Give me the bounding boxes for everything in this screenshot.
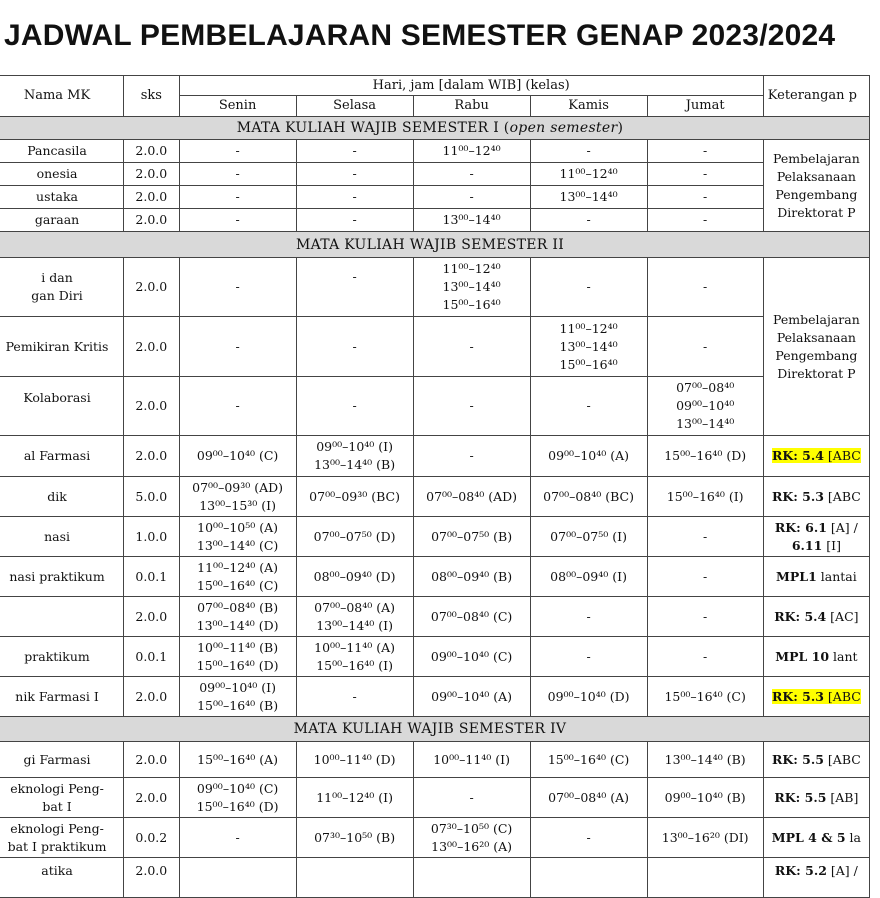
cell-senin xyxy=(179,858,296,898)
cell-rabu: 07³⁰–10⁵⁰ (C) 13⁰⁰–16²⁰ (A) xyxy=(413,818,530,858)
cell-selasa: 07³⁰–10⁵⁰ (B) xyxy=(296,818,413,858)
table-row xyxy=(0,209,870,232)
cell-senin: 09⁰⁰–10⁴⁰ (I) 15⁰⁰–16⁴⁰ (B) xyxy=(179,677,296,717)
course-name: Pancasila xyxy=(0,140,124,163)
table-row xyxy=(0,778,870,818)
cell-kamis: 09⁰⁰–10⁴⁰ (A) xyxy=(530,436,647,477)
header-hari: Hari, jam [dalam WIB] (kelas) xyxy=(179,76,763,96)
cell-rabu: 07⁰⁰–08⁴⁰ (C) xyxy=(413,597,530,637)
table-row xyxy=(0,258,870,317)
cell-senin: 10⁰⁰–11⁴⁰ (B) 15⁰⁰–16⁴⁰ (D) xyxy=(179,637,296,677)
course-sks: 2.0.0 xyxy=(124,858,180,898)
cell-rabu xyxy=(413,858,530,898)
cell-rabu: - xyxy=(413,436,530,477)
cell-jumat: - xyxy=(647,637,763,677)
course-name: nasi xyxy=(0,517,124,557)
cell-kamis: 13⁰⁰–14⁴⁰ xyxy=(530,186,647,209)
course-sks: 2.0.0 xyxy=(124,209,180,232)
cell-kamis: - xyxy=(530,818,647,858)
table-row xyxy=(0,637,870,677)
cell-senin: - xyxy=(179,186,296,209)
course-sks: 2.0.0 xyxy=(124,140,180,163)
keterangan-room: RK: 5.5 [ABC xyxy=(763,742,869,778)
cell-rabu: 10⁰⁰–11⁴⁰ (I) xyxy=(413,742,530,778)
cell-selasa: - xyxy=(296,186,413,209)
cell-senin: - xyxy=(179,163,296,186)
cell-selasa: - xyxy=(296,140,413,163)
cell-kamis: - xyxy=(530,258,647,317)
cell-rabu: 11⁰⁰–12⁴⁰ xyxy=(413,140,530,163)
course-name: gi Farmasi xyxy=(0,742,124,778)
cell-senin: 09⁰⁰–10⁴⁰ (C) 15⁰⁰–16⁴⁰ (D) xyxy=(179,778,296,818)
cell-selasa: - xyxy=(296,163,413,186)
course-sks: 2.0.0 xyxy=(124,778,180,818)
cell-rabu: - xyxy=(413,778,530,818)
header-sks: sks xyxy=(124,76,180,117)
cell-jumat: - xyxy=(647,597,763,637)
page-title: JADWAL PEMBELAJARAN SEMESTER GENAP 2023/2024 xyxy=(4,19,836,52)
cell-jumat: 15⁰⁰–16⁴⁰ (C) xyxy=(647,677,763,717)
course-name: Kolaborasi xyxy=(0,377,124,436)
cell-kamis: - xyxy=(530,597,647,637)
cell-senin: - xyxy=(179,818,296,858)
cell-selasa: - xyxy=(296,258,413,317)
course-name: i dan gan Diri xyxy=(0,258,124,317)
header-keterangan: Keterangan p xyxy=(763,76,869,117)
cell-kamis: 09⁰⁰–10⁴⁰ (D) xyxy=(530,677,647,717)
cell-selasa: - xyxy=(296,317,413,377)
cell-kamis: 11⁰⁰–12⁴⁰ 13⁰⁰–14⁴⁰ 15⁰⁰–16⁴⁰ xyxy=(530,317,647,377)
cell-selasa xyxy=(296,858,413,898)
table-row xyxy=(0,597,870,637)
cell-selasa: 07⁰⁰–08⁴⁰ (A) 13⁰⁰–14⁴⁰ (I) xyxy=(296,597,413,637)
cell-senin: 09⁰⁰–10⁴⁰ (C) xyxy=(179,436,296,477)
cell-jumat: - xyxy=(647,258,763,317)
table-row xyxy=(0,163,870,186)
cell-rabu: - xyxy=(413,377,530,436)
course-name: garaan xyxy=(0,209,124,232)
section-semester-4: MATA KULIAH WAJIB SEMESTER IV xyxy=(0,717,870,742)
cell-jumat: 15⁰⁰–16⁴⁰ (D) xyxy=(647,436,763,477)
course-name: nasi praktikum xyxy=(0,557,124,597)
cell-jumat: - xyxy=(647,317,763,377)
cell-rabu: 07⁰⁰–08⁴⁰ (AD) xyxy=(413,477,530,517)
cell-jumat xyxy=(647,858,763,898)
cell-senin: 07⁰⁰–08⁴⁰ (B) 13⁰⁰–14⁴⁰ (D) xyxy=(179,597,296,637)
table-row xyxy=(0,140,870,163)
course-name: atika xyxy=(0,858,124,898)
keterangan-room: RK: 5.4 [ABC xyxy=(763,436,869,477)
keterangan-room: RK: 5.3 [ABC xyxy=(763,477,869,517)
cell-kamis xyxy=(530,858,647,898)
cell-selasa: 08⁰⁰–09⁴⁰ (D) xyxy=(296,557,413,597)
header-kamis: Kamis xyxy=(530,96,647,117)
cell-selasa: 10⁰⁰–11⁴⁰ (D) xyxy=(296,742,413,778)
cell-kamis: 08⁰⁰–09⁴⁰ (I) xyxy=(530,557,647,597)
cell-kamis: 07⁰⁰–08⁴⁰ (A) xyxy=(530,778,647,818)
cell-kamis: 07⁰⁰–07⁵⁰ (I) xyxy=(530,517,647,557)
course-sks: 0.0.1 xyxy=(124,557,180,597)
cell-rabu: - xyxy=(413,186,530,209)
cell-jumat: 09⁰⁰–10⁴⁰ (B) xyxy=(647,778,763,818)
table-row xyxy=(0,517,870,557)
course-name: ustaka xyxy=(0,186,124,209)
cell-selasa: 07⁰⁰–09³⁰ (BC) xyxy=(296,477,413,517)
cell-selasa: 09⁰⁰–10⁴⁰ (I) 13⁰⁰–14⁴⁰ (B) xyxy=(296,436,413,477)
cell-kamis: 15⁰⁰–16⁴⁰ (C) xyxy=(530,742,647,778)
cell-kamis: - xyxy=(530,377,647,436)
keterangan-room: MPL1 lantai xyxy=(763,557,869,597)
cell-rabu: - xyxy=(413,163,530,186)
course-name: dik xyxy=(0,477,124,517)
cell-jumat: - xyxy=(647,163,763,186)
header-jumat: Jumat xyxy=(647,96,763,117)
course-sks: 2.0.0 xyxy=(124,317,180,377)
cell-senin: - xyxy=(179,209,296,232)
keterangan-room: RK: 5.4 [AC] xyxy=(763,597,869,637)
cell-rabu: 13⁰⁰–14⁴⁰ xyxy=(413,209,530,232)
course-sks: 5.0.0 xyxy=(124,477,180,517)
course-name: nik Farmasi I xyxy=(0,677,124,717)
course-sks: 2.0.0 xyxy=(124,186,180,209)
schedule-table xyxy=(0,75,870,898)
cell-rabu: 07⁰⁰–07⁵⁰ (B) xyxy=(413,517,530,557)
keterangan-room: RK: 5.3 [ABC xyxy=(763,677,869,717)
table-row xyxy=(0,436,870,477)
table-row xyxy=(0,858,870,898)
course-sks: 1.0.0 xyxy=(124,517,180,557)
cell-rabu: 09⁰⁰–10⁴⁰ (A) xyxy=(413,677,530,717)
table-row xyxy=(0,186,870,209)
course-sks: 2.0.0 xyxy=(124,377,180,436)
course-sks: 2.0.0 xyxy=(124,677,180,717)
course-sks: 2.0.0 xyxy=(124,597,180,637)
section-semester-1: MATA KULIAH WAJIB SEMESTER I (open semester) xyxy=(0,117,870,140)
keterangan-room: RK: 5.5 [AB] xyxy=(763,778,869,818)
cell-selasa: - xyxy=(296,377,413,436)
cell-senin: - xyxy=(179,140,296,163)
course-name xyxy=(0,597,124,637)
course-name: eknologi Peng- bat I praktikum xyxy=(0,818,124,858)
table-row xyxy=(0,317,870,377)
cell-rabu: 09⁰⁰–10⁴⁰ (C) xyxy=(413,637,530,677)
table-row xyxy=(0,742,870,778)
cell-jumat: - xyxy=(647,186,763,209)
course-name: Pemikiran Kritis xyxy=(0,317,124,377)
course-sks: 2.0.0 xyxy=(124,436,180,477)
cell-selasa: 10⁰⁰–11⁴⁰ (A) 15⁰⁰–16⁴⁰ (I) xyxy=(296,637,413,677)
table-row xyxy=(0,477,870,517)
course-sks: 0.0.2 xyxy=(124,818,180,858)
cell-selasa: - xyxy=(296,677,413,717)
header-rabu: Rabu xyxy=(413,96,530,117)
cell-jumat: - xyxy=(647,517,763,557)
cell-selasa: 11⁰⁰–12⁴⁰ (I) xyxy=(296,778,413,818)
course-name: al Farmasi xyxy=(0,436,124,477)
keterangan-room: RK: 6.1 [A] / 6.11 [I] xyxy=(763,517,869,557)
cell-senin: - xyxy=(179,258,296,317)
cell-kamis: - xyxy=(530,140,647,163)
cell-selasa: 07⁰⁰–07⁵⁰ (D) xyxy=(296,517,413,557)
cell-rabu: - xyxy=(413,317,530,377)
cell-kamis: 07⁰⁰–08⁴⁰ (BC) xyxy=(530,477,647,517)
cell-senin: 11⁰⁰–12⁴⁰ (A) 15⁰⁰–16⁴⁰ (C) xyxy=(179,557,296,597)
keterangan-room: RK: 5.2 [A] / xyxy=(763,858,869,898)
cell-jumat: 13⁰⁰–16²⁰ (DI) xyxy=(647,818,763,858)
cell-kamis: - xyxy=(530,637,647,677)
cell-rabu: 08⁰⁰–09⁴⁰ (B) xyxy=(413,557,530,597)
keterangan-room: MPL 10 lant xyxy=(763,637,869,677)
header-senin: Senin xyxy=(179,96,296,117)
course-name: onesia xyxy=(0,163,124,186)
cell-jumat: - xyxy=(647,557,763,597)
cell-kamis: 11⁰⁰–12⁴⁰ xyxy=(530,163,647,186)
cell-senin: 10⁰⁰–10⁵⁰ (A) 13⁰⁰–14⁴⁰ (C) xyxy=(179,517,296,557)
table-row xyxy=(0,557,870,597)
table-row xyxy=(0,677,870,717)
keterangan-note: Pembelajaran Pelaksanaan Pengembang Direktorat P xyxy=(763,140,869,232)
cell-jumat: - xyxy=(647,209,763,232)
cell-senin: - xyxy=(179,377,296,436)
course-name: praktikum xyxy=(0,637,124,677)
cell-jumat: 07⁰⁰–08⁴⁰ 09⁰⁰–10⁴⁰ 13⁰⁰–14⁴⁰ xyxy=(647,377,763,436)
keterangan-note: Pembelajaran Pelaksanaan Pengembang Direktorat P xyxy=(763,258,869,436)
course-sks: 2.0.0 xyxy=(124,163,180,186)
table-row xyxy=(0,377,870,436)
cell-jumat: - xyxy=(647,140,763,163)
cell-kamis: - xyxy=(530,209,647,232)
course-sks: 0.0.1 xyxy=(124,637,180,677)
keterangan-room: MPL 4 & 5 la xyxy=(763,818,869,858)
section-semester-2: MATA KULIAH WAJIB SEMESTER II xyxy=(0,232,870,258)
table-row xyxy=(0,818,870,858)
cell-jumat: 15⁰⁰–16⁴⁰ (I) xyxy=(647,477,763,517)
cell-senin: - xyxy=(179,317,296,377)
header-name: Nama MK xyxy=(0,76,124,117)
cell-senin: 15⁰⁰–16⁴⁰ (A) xyxy=(179,742,296,778)
cell-selasa: - xyxy=(296,209,413,232)
cell-jumat: 13⁰⁰–14⁴⁰ (B) xyxy=(647,742,763,778)
cell-senin: 07⁰⁰–09³⁰ (AD) 13⁰⁰–15³⁰ (I) xyxy=(179,477,296,517)
cell-rabu: 11⁰⁰–12⁴⁰ 13⁰⁰–14⁴⁰ 15⁰⁰–16⁴⁰ xyxy=(413,258,530,317)
header-selasa: Selasa xyxy=(296,96,413,117)
course-sks: 2.0.0 xyxy=(124,742,180,778)
course-name: eknologi Peng- bat I xyxy=(0,778,124,818)
course-sks: 2.0.0 xyxy=(124,258,180,317)
